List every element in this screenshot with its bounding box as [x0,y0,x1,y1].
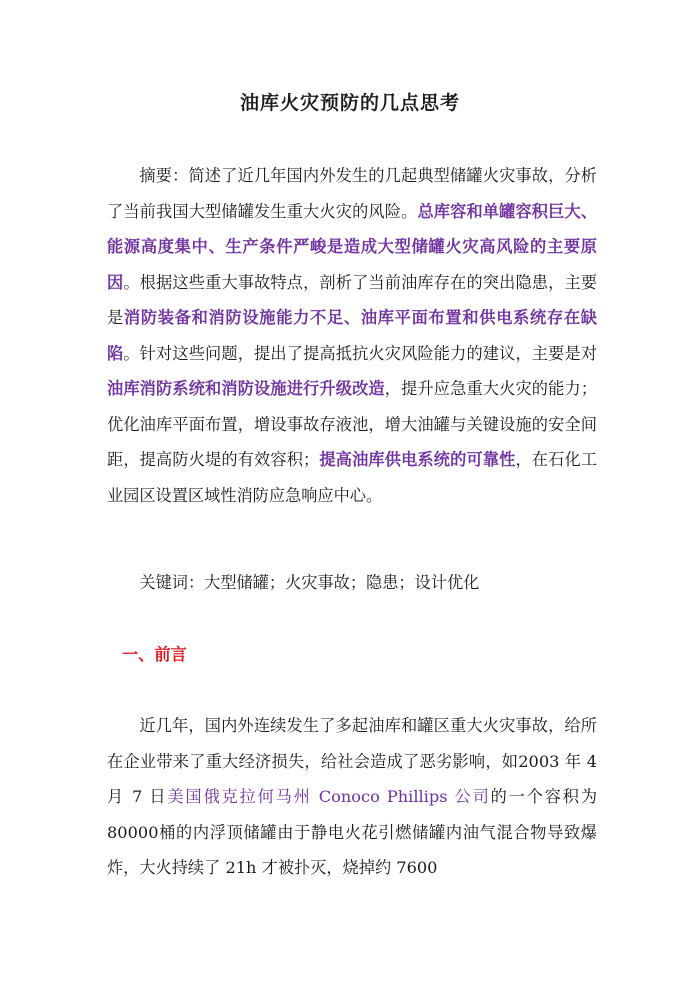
preface-section [107,708,597,886]
abstract-highlight-3: 油库消防系统和消防设施进行升级改造 [107,379,385,398]
preface-text-1: 近几年，国内外连续发生了多起油库和罐区重大火灾事故，给所在企业带来了重大经济损失，给社会造成了恶劣影响，如2003 年 4 月 7 日 [107,716,597,806]
abstract-text-5: ，在石化工业园区设置区域性消防应急响应中心。 [107,450,598,505]
document-title: 油库火灾预防的几点思考 [239,92,460,114]
keywords-line: 关键词：大型储罐；火灾事故；隐患；设计优化 [139,573,480,592]
abstract-text-2: 。根据这些重大事故特点，剖析了当前油库存在的突出隐患，主要是 [107,272,598,327]
preface-paragraph [107,708,597,886]
abstract-text-4: ，提升应急重大火灾的能力；优化油库平面布置，增设事故存液池，增大油罐与关键设施的安全间距，提高防火堤的有效容积； [107,379,598,469]
abstract-text-1: 摘要：简述了近几年国内外发生的几起典型储罐火灾事故，分析了当前我国大型储罐发生重大火灾的风险。 [107,166,597,221]
abstract-highlight-2: 消防装备和消防设施能力不足、油库平面布置和供电系统存在缺陷 [107,308,597,363]
abstract-paragraph [107,158,597,513]
abstract-text-3: 。针对这些问题，提出了提高抵抗火灾风险能力的建议，主要是对 [123,343,598,363]
preface-text-2: 的一个容积为80000桶的内浮顶储罐由于静电火花引燃储罐内油气混合物导致爆炸，大火持续了 21h 才被扑灭，烧掉约 7600 [107,787,598,877]
section-heading-preface: 一、前言 [122,645,187,664]
abstract-highlight-1: 总库容和单罐容积巨大、能源高度集中、生产条件严峻是造成大型储罐火灾高风险的主要原因 [107,201,598,292]
abstract-highlight-4: 提高油库供电系统的可靠性 [319,450,516,469]
preface-highlight-1: 美国俄克拉何马州 Conoco Phillips 公司 [167,787,491,806]
abstract-section [107,158,597,513]
